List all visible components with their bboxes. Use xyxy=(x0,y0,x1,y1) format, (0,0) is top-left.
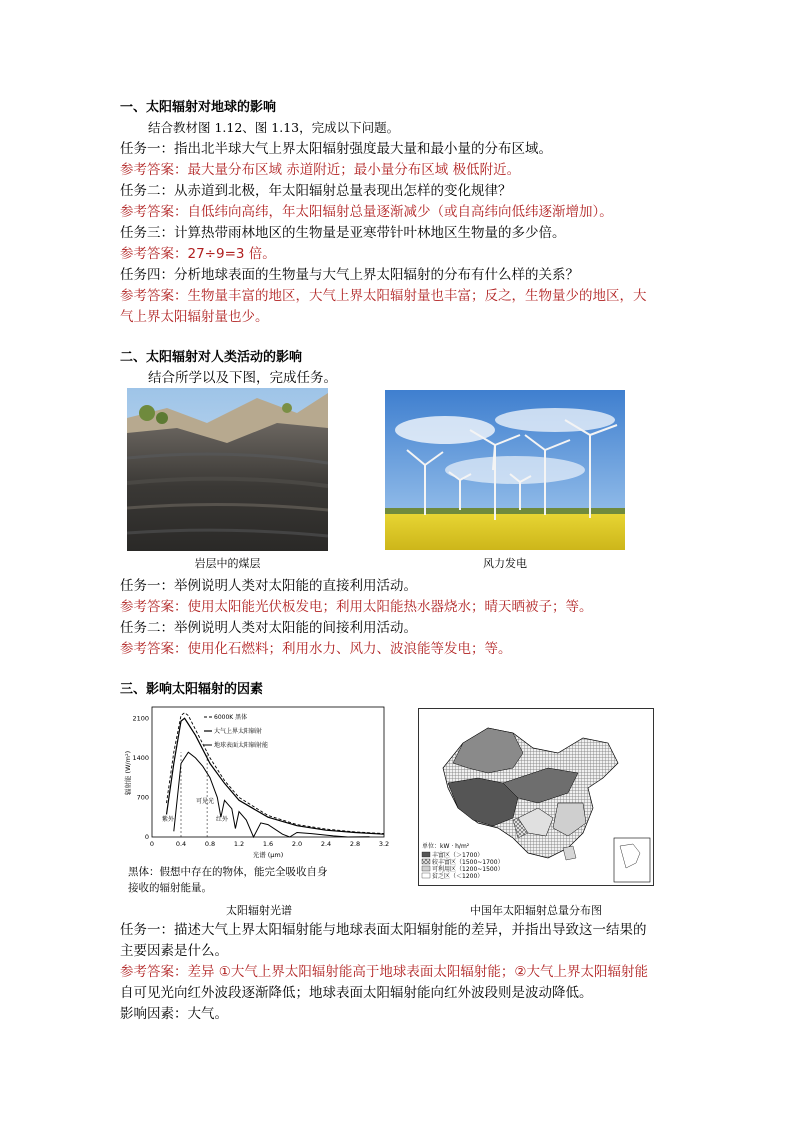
x-tick-label: 1.2 xyxy=(233,840,245,848)
answer-text: 使用太阳能光伏板发电；利用太阳能热水器烧水；晴天晒被子；等。 xyxy=(187,599,593,615)
legend-item: 可利用区（1200~1500） xyxy=(432,866,504,873)
answer-label: 参考答案： xyxy=(120,964,188,980)
spectrum-caption: 太阳辐射光谱 xyxy=(226,904,292,917)
s1-answer4 xyxy=(120,286,647,306)
x-tick-label: 0.4 xyxy=(175,840,187,848)
annotation-infrared: 红外 xyxy=(216,816,229,823)
coal-photo-caption: 岩层中的煤层 xyxy=(194,557,261,570)
answer-text: 使用化石燃料；利用水力、风力、波浪能等发电；等。 xyxy=(187,641,512,657)
s2-answer1 xyxy=(120,597,593,617)
legend-label: 6000K 黑体 xyxy=(214,714,248,721)
answer-text: 最大量分布区域 赤道附近；最小量分布区域 极低附近。 xyxy=(187,162,521,178)
s3-answer1 xyxy=(120,962,648,982)
s2-answer2 xyxy=(120,639,512,659)
wind-photo-caption: 风力发电 xyxy=(483,557,527,570)
section2-intro: 结合所学以及下图，完成任务。 xyxy=(148,370,337,386)
s1-answer3 xyxy=(120,244,276,264)
s3-factor xyxy=(120,1004,228,1024)
chart-note-2: 接收的辐射能量。 xyxy=(128,882,212,894)
s1-task1: 任务一：指出北半球大气上界太阳辐射强度最大量和最小量的分布区域。 xyxy=(120,141,552,157)
x-tick-label: 1.6 xyxy=(262,840,274,848)
s2-task1: 任务一：举例说明人类对太阳能的直接利用活动。 xyxy=(120,578,417,594)
y-tick-label: 2100 xyxy=(132,714,149,723)
legend-label: 大气上界太阳辐射 xyxy=(214,728,263,735)
map-unit: 单位：kW · h/m² xyxy=(422,843,470,850)
y-axis-label: 辐射能 (W/m²) xyxy=(124,750,132,796)
s1-answer1 xyxy=(120,160,520,180)
x-tick-label: 0.8 xyxy=(204,840,216,848)
s3-task1-cont: 主要因素是什么。 xyxy=(120,943,228,959)
factor-label: 影响因素： xyxy=(120,1006,188,1022)
y-tick-label: 700 xyxy=(136,793,149,802)
answer-label: 参考答案： xyxy=(120,162,188,178)
section1-heading: 一、太阳辐射对地球的影响 xyxy=(120,100,277,115)
answer-prefix: 差异 xyxy=(187,964,219,980)
legend-item: 丰富区（＞1700） xyxy=(432,852,484,859)
s3-answer1-cont: 自可见光向红外波段逐渐降低；地球表面太阳辐射能向红外波段则是波动降低。 xyxy=(120,985,593,1001)
answer-text: 27÷9=3 倍。 xyxy=(187,246,276,262)
answer-label: 参考答案： xyxy=(120,204,188,220)
x-tick-label: 2.0 xyxy=(291,840,303,848)
s1-answer2 xyxy=(120,202,613,222)
y-tick-label: 0 xyxy=(144,833,149,841)
answer-label: 参考答案： xyxy=(120,641,188,657)
legend-label: 地球表面太阳辐射能 xyxy=(214,742,269,749)
s1-answer4-cont: 气上界太阳辐射量也少。 xyxy=(120,309,269,325)
coal-seam-photo xyxy=(127,388,328,551)
solar-spectrum-chart xyxy=(124,703,394,863)
answer-text: 生物量丰富的地区，大气上界太阳辐射量也丰富；反之，生物量少的地区，大 xyxy=(187,288,647,304)
answer-text: ①大气上界太阳辐射能高于地球表面太阳辐射能；②大气上界太阳辐射能 xyxy=(218,964,649,980)
series-line-1 xyxy=(167,718,385,834)
factor-text: 大气。 xyxy=(187,1006,228,1022)
chart-note-1: 黑体：假想中存在的物体，能完全吸收自身 xyxy=(128,866,328,878)
annotation-uv: 紫外 xyxy=(162,816,175,823)
y-tick-label: 1400 xyxy=(132,753,149,762)
legend-item: 较丰富区（1500~1700） xyxy=(432,859,504,866)
section3-heading: 三、影响太阳辐射的因素 xyxy=(120,682,264,697)
answer-text: 自低纬向高纬，年太阳辐射总量逐渐减少（或自高纬向低纬逐渐增加）。 xyxy=(187,204,613,220)
x-axis-label: 光谱 (μm) xyxy=(252,851,284,859)
wind-power-photo xyxy=(385,390,625,550)
answer-label: 参考答案： xyxy=(120,288,188,304)
series-line-2 xyxy=(174,752,370,837)
s3-task1: 任务一：描述大气上界太阳辐射能与地球表面太阳辐射能的差异，并指出导致这一结果的 xyxy=(120,922,647,938)
series-line-0 xyxy=(167,713,385,834)
south-china-sea-inset xyxy=(614,838,650,882)
x-tick-label: 3.2 xyxy=(378,840,390,848)
s2-task2: 任务二：举例说明人类对太阳能的间接利用活动。 xyxy=(120,620,417,636)
annotation-visible: 可见光 xyxy=(196,798,215,805)
s1-task3: 任务三：计算热带雨林地区的生物量是亚寒带针叶林地区生物量的多少倍。 xyxy=(120,225,566,241)
answer-label: 参考答案： xyxy=(120,246,188,262)
s1-task2: 任务二：从赤道到北极，年太阳辐射总量表现出怎样的变化规律？ xyxy=(120,183,512,199)
s1-task4: 任务四：分析地球表面的生物量与大气上界太阳辐射的分布有什么样的关系？ xyxy=(120,267,579,283)
x-tick-label: 2.8 xyxy=(349,840,361,848)
legend-item: 贫乏区（＜1200） xyxy=(432,873,484,880)
china-solar-map xyxy=(418,708,654,886)
x-tick-label: 2.4 xyxy=(320,840,332,848)
x-tick-label: 0 xyxy=(149,840,155,848)
section2-heading: 二、太阳辐射对人类活动的影响 xyxy=(120,350,303,365)
section1-intro: 结合教材图 1.12、图 1.13，完成以下问题。 xyxy=(148,120,400,135)
answer-label: 参考答案： xyxy=(120,599,188,615)
map-caption: 中国年太阳辐射总量分布图 xyxy=(470,904,602,917)
